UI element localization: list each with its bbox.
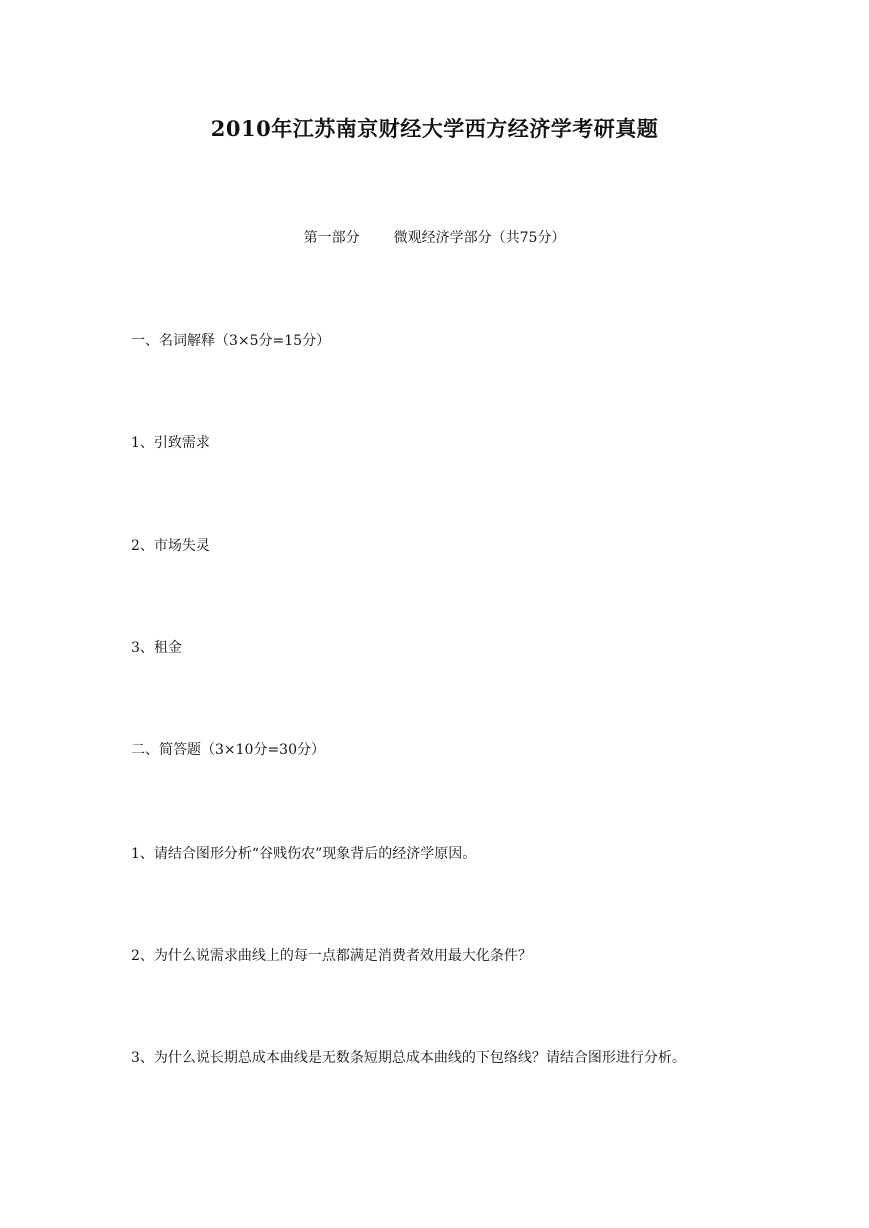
question-item: 2、市场失灵 (131, 538, 210, 554)
question-item: 3、租金 (131, 640, 182, 656)
document-title: 2010年江苏南京财经大学西方经济学考研真题 (210, 116, 659, 141)
section-heading-definitions: 一、名词解释（3×5分=15分） (131, 333, 331, 349)
part-label: 第一部分 (303, 230, 360, 246)
question-item: 2、为什么说需求曲线上的每一点都满足消费者效用最大化条件？ (131, 948, 532, 964)
section-heading-short-answer: 二、简答题（3×10分=30分） (131, 742, 325, 758)
question-item: 1、请结合图形分析“谷贱伤农”现象背后的经济学原因。 (131, 846, 477, 862)
part-heading (0, 227, 869, 247)
part-subtitle: 微观经济学部分（共75分） (393, 230, 566, 246)
question-item: 3、为什么说长期总成本曲线是无数条短期总成本曲线的下包络线？请结合图形进行分析。 (131, 1050, 686, 1066)
question-item: 1、引致需求 (131, 435, 210, 451)
